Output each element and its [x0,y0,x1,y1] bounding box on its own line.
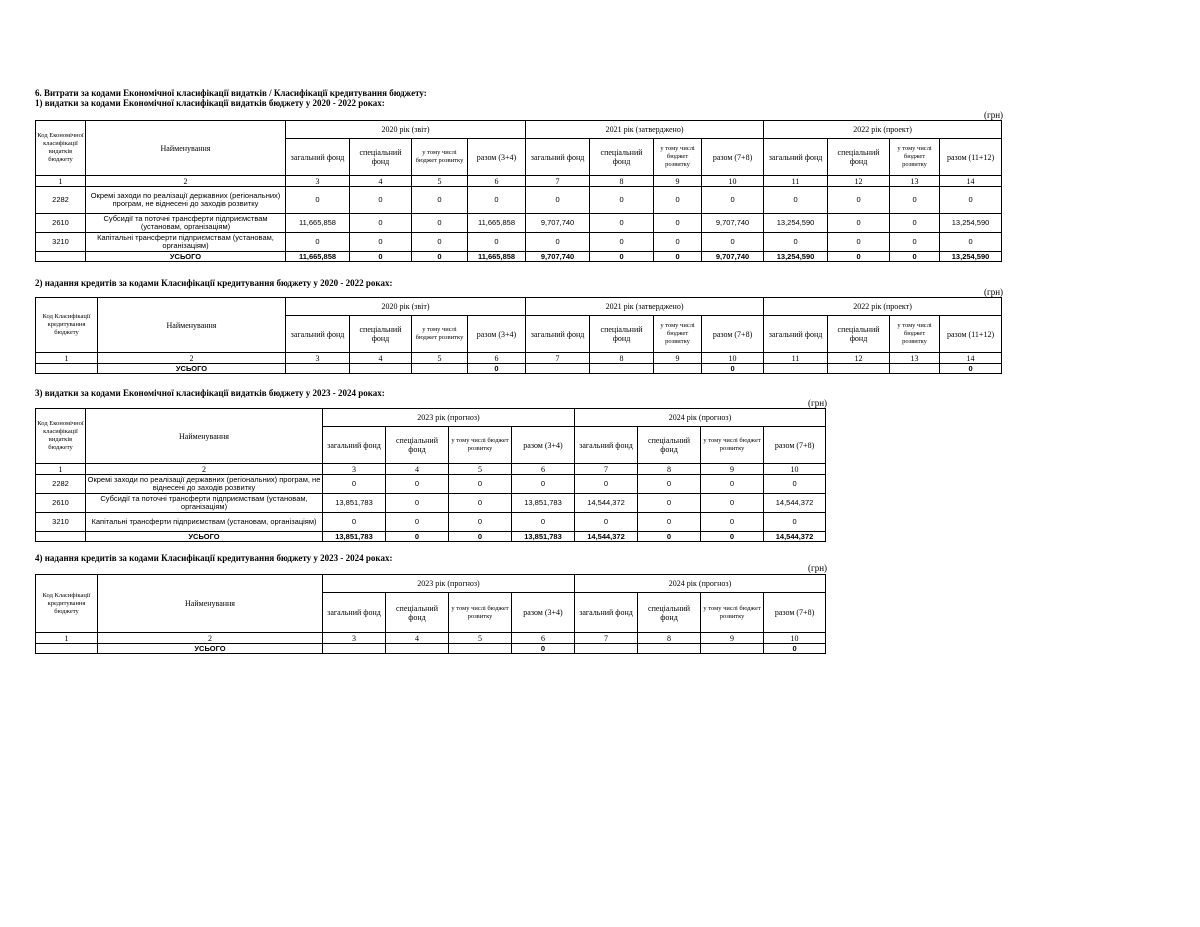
column-number: 13 [890,353,940,364]
subcol-header: у тому числі бюджет розвитку [412,139,468,176]
section-3-title: 3) видатки за кодами Економічної класифікації видатків бюджету у 2023 - 2024 роках: [35,388,385,398]
row-code: 2610 [36,214,86,233]
row-value: 0 [638,513,701,532]
row-value: 0 [412,214,468,233]
total-value: 0 [590,252,654,262]
total-value [638,644,701,654]
row-value: 0 [702,187,764,214]
row-value: 0 [940,233,1002,252]
row-value: 0 [638,494,701,513]
row-value: 0 [350,187,412,214]
column-number: 12 [828,176,890,187]
col-name-header: Найменування [86,409,323,464]
row-value: 0 [890,187,940,214]
total-row [36,364,1002,374]
section-heading: 6. Витрати за кодами Економічної класифікації видатків / Класифікації кредитування бюджету: [35,88,427,98]
column-number: 7 [575,633,638,644]
subcol-header: у тому числі бюджет розвитку [654,139,702,176]
row-value: 0 [468,233,526,252]
row-value: 0 [449,475,512,494]
col-code-header: Код Класифікації кредитування бюджету [36,298,98,353]
col-name-header: Найменування [98,298,286,353]
row-value: 0 [764,187,828,214]
column-number: 1 [36,464,86,475]
row-code: 2282 [36,187,86,214]
column-number: 7 [526,353,590,364]
row-value: 0 [575,475,638,494]
total-value: 9,707,740 [526,252,590,262]
total-value: 0 [702,364,764,374]
column-number: 14 [940,176,1002,187]
total-value: 0 [412,252,468,262]
section-2-unit: (грн) [984,287,1004,297]
year-header: 2024 рік (прогноз) [575,409,826,427]
total-label: УСЬОГО [86,252,286,262]
column-number: 5 [412,176,468,187]
row-value: 0 [701,475,764,494]
subcol-header: спеціальний фонд [386,427,449,464]
row-name: Капітальні трансферти підприємствам (установам, організаціям) [86,233,286,252]
column-number-row [36,464,826,475]
subcol-header: разом (3+4) [468,139,526,176]
total-value: 0 [468,364,526,374]
col-code-header: Код Економічної класифікації видатків бюджету [36,121,86,176]
total-value: 0 [701,532,764,542]
row-name: Субсидії та поточні трансферти підприємствам (установам, організаціям) [86,214,286,233]
total-value: 11,665,858 [468,252,526,262]
table-row [36,475,826,494]
subcol-header: у тому числі бюджет розвитку [701,427,764,464]
section-4-unit: (грн) [808,563,828,573]
row-value: 0 [386,475,449,494]
total-value: 0 [940,364,1002,374]
total-value: 0 [828,252,890,262]
row-value: 0 [350,214,412,233]
section-1-title: 1) видатки за кодами Економічної класифікації видатків бюджету у 2020 - 2022 роках: [35,98,385,108]
column-number: 8 [638,633,701,644]
total-value: 0 [386,532,449,542]
section-1-unit: (грн) [984,110,1004,120]
row-value: 0 [890,214,940,233]
year-header: 2020 рік (звіт) [286,298,526,316]
subcol-header: спеціальний фонд [828,139,890,176]
column-number: 9 [654,176,702,187]
column-number: 6 [468,176,526,187]
row-value: 0 [590,187,654,214]
section-2-title: 2) надання кредитів за кодами Класифікації кредитування бюджету у 2020 - 2022 роках: [35,278,393,288]
row-value: 0 [590,214,654,233]
subcol-header: у тому числі бюджет розвитку [449,593,512,633]
column-number: 11 [764,353,828,364]
table-row [36,214,1002,233]
column-number: 1 [36,176,86,187]
subcol-header: у тому числі бюджет розвитку [449,427,512,464]
total-value: 0 [638,532,701,542]
table-expenses-2020-2022 [35,120,1002,262]
subcol-header: загальний фонд [323,593,386,633]
column-number: 5 [449,633,512,644]
col-name-header: Найменування [98,575,323,633]
row-value: 0 [828,214,890,233]
total-value [386,644,449,654]
row-value: 0 [286,187,350,214]
column-number: 14 [940,353,1002,364]
row-name: Окремі заходи по реалізації державних (регіональних) програм, не віднесені до заходів розвитку [86,475,323,494]
row-value: 0 [449,513,512,532]
subcol-header: спеціальний фонд [638,427,701,464]
column-number: 9 [654,353,702,364]
subcol-header: спеціальний фонд [590,316,654,353]
total-value [828,364,890,374]
row-value: 13,254,590 [764,214,828,233]
col-name-header: Найменування [86,121,286,176]
column-number: 1 [36,633,98,644]
table-credits-2023-2024 [35,574,826,654]
column-number: 4 [350,353,412,364]
row-value: 0 [702,233,764,252]
row-value: 0 [449,494,512,513]
subcol-header: спеціальний фонд [350,316,412,353]
subcol-header: у тому числі бюджет розвитку [412,316,468,353]
total-row [36,252,1002,262]
year-header: 2022 рік (проект) [764,121,1002,139]
row-value: 0 [654,187,702,214]
subcol-header: спеціальний фонд [350,139,412,176]
row-value: 0 [526,187,590,214]
table-row [36,233,1002,252]
column-number: 3 [323,464,386,475]
column-number: 2 [86,464,323,475]
column-number: 13 [890,176,940,187]
column-number: 12 [828,353,890,364]
year-header: 2024 рік (прогноз) [575,575,826,593]
column-number: 8 [590,353,654,364]
column-number: 3 [286,353,350,364]
column-number: 8 [590,176,654,187]
row-value: 14,544,372 [764,494,826,513]
column-number: 4 [386,464,449,475]
row-value: 0 [701,494,764,513]
year-header: 2023 рік (прогноз) [323,575,575,593]
row-value: 9,707,740 [526,214,590,233]
column-number: 5 [449,464,512,475]
section-3-unit: (грн) [808,398,828,408]
total-value [323,644,386,654]
row-code: 3210 [36,233,86,252]
year-header: 2023 рік (прогноз) [323,409,575,427]
subcol-header: спеціальний фонд [386,593,449,633]
column-number: 2 [98,633,323,644]
subcol-header: разом (7+8) [702,139,764,176]
row-value: 13,851,783 [512,494,575,513]
total-value: 0 [654,252,702,262]
total-value [449,644,512,654]
row-value: 0 [638,475,701,494]
row-value: 14,544,372 [575,494,638,513]
row-value: 0 [828,187,890,214]
subcol-header: спеціальний фонд [828,316,890,353]
row-value: 0 [575,513,638,532]
row-value: 11,665,858 [468,214,526,233]
column-number: 3 [323,633,386,644]
total-value [575,644,638,654]
total-row [36,644,826,654]
subcol-header: загальний фонд [526,139,590,176]
section-4-title: 4) надання кредитів за кодами Класифікації кредитування бюджету у 2023 - 2024 роках: [35,553,393,563]
subcol-header: спеціальний фонд [590,139,654,176]
total-value [701,644,764,654]
row-value: 13,851,783 [323,494,386,513]
total-value [350,364,412,374]
column-number: 7 [526,176,590,187]
table-row [36,187,1002,214]
year-header: 2022 рік (проект) [764,298,1002,316]
subcol-header: разом (7+8) [702,316,764,353]
row-value: 0 [764,475,826,494]
column-number: 10 [764,464,826,475]
total-value [286,364,350,374]
column-number: 7 [575,464,638,475]
subcol-header: разом (7+8) [764,593,826,633]
table-expenses-2023-2024 [35,408,826,542]
column-number: 10 [764,633,826,644]
column-number: 5 [412,353,468,364]
column-number: 6 [512,464,575,475]
subcol-header: разом (11+12) [940,139,1002,176]
total-value [590,364,654,374]
row-value: 0 [350,233,412,252]
row-value: 0 [512,475,575,494]
subcol-header: разом (3+4) [468,316,526,353]
subcol-header: загальний фонд [526,316,590,353]
column-number: 1 [36,353,98,364]
total-value [526,364,590,374]
row-value: 0 [828,233,890,252]
row-name: Субсидії та поточні трансферти підприємствам (установам, організаціям) [86,494,323,513]
total-value: 0 [449,532,512,542]
total-value: 0 [890,252,940,262]
column-number: 8 [638,464,701,475]
column-number: 6 [468,353,526,364]
subcol-header: у тому числі бюджет розвитку [701,593,764,633]
row-value: 0 [654,233,702,252]
subcol-header: загальний фонд [286,316,350,353]
total-row [36,532,826,542]
row-value: 0 [764,513,826,532]
subcol-header: у тому числі бюджет розвитку [890,139,940,176]
subcol-header: загальний фонд [764,139,828,176]
row-name: Капітальні трансферти підприємствам (установам, організаціям) [86,513,323,532]
row-code: 2610 [36,494,86,513]
column-number: 4 [386,633,449,644]
subcol-header: загальний фонд [575,427,638,464]
column-number: 4 [350,176,412,187]
year-header: 2021 рік (затверджено) [526,121,764,139]
table-row [36,494,826,513]
total-value: 13,254,590 [764,252,828,262]
subcol-header: загальний фонд [764,316,828,353]
total-value: 0 [764,644,826,654]
column-number: 2 [98,353,286,364]
total-value [412,364,468,374]
row-value: 0 [512,513,575,532]
total-value: 9,707,740 [702,252,764,262]
row-value: 0 [323,513,386,532]
column-number-row [36,633,826,644]
column-number: 9 [701,633,764,644]
row-value: 0 [412,187,468,214]
row-name: Окремі заходи по реалізації державних (регіональних) програм, не віднесені до заходів розвитку [86,187,286,214]
row-value: 9,707,740 [702,214,764,233]
subcol-header: разом (11+12) [940,316,1002,353]
subcol-header: спеціальний фонд [638,593,701,633]
total-value [764,364,828,374]
subcol-header: разом (3+4) [512,427,575,464]
col-code-header: Код Економічної класифікації видатків бюджету [36,409,86,464]
column-number: 11 [764,176,828,187]
total-value: 0 [512,644,575,654]
column-number: 2 [86,176,286,187]
column-number-row [36,353,1002,364]
year-header: 2020 рік (звіт) [286,121,526,139]
subcol-header: у тому числі бюджет розвитку [890,316,940,353]
total-value: 14,544,372 [764,532,826,542]
total-value: 13,851,783 [323,532,386,542]
row-value: 0 [286,233,350,252]
total-value [654,364,702,374]
column-number: 3 [286,176,350,187]
row-value: 0 [386,513,449,532]
column-number: 10 [702,176,764,187]
row-value: 0 [940,187,1002,214]
subcol-header: загальний фонд [575,593,638,633]
subcol-header: разом (7+8) [764,427,826,464]
subcol-header: загальний фонд [323,427,386,464]
total-value [890,364,940,374]
total-value: 11,665,858 [286,252,350,262]
row-value: 0 [412,233,468,252]
row-value: 0 [386,494,449,513]
row-value: 0 [526,233,590,252]
column-number: 6 [512,633,575,644]
row-code: 3210 [36,513,86,532]
table-credits-2020-2022 [35,297,1002,374]
year-header: 2021 рік (затверджено) [526,298,764,316]
subcol-header: у тому числі бюджет розвитку [654,316,702,353]
row-value: 0 [590,233,654,252]
column-number: 10 [702,353,764,364]
column-number-row [36,176,1002,187]
row-value: 0 [654,214,702,233]
col-code-header: Код Класифікації кредитування бюджету [36,575,98,633]
column-number: 9 [701,464,764,475]
total-value: 13,254,590 [940,252,1002,262]
subcol-header: разом (3+4) [512,593,575,633]
row-value: 13,254,590 [940,214,1002,233]
row-value: 0 [323,475,386,494]
row-value: 0 [890,233,940,252]
total-label: УСЬОГО [98,364,286,374]
total-value: 0 [350,252,412,262]
total-label: УСЬОГО [98,644,323,654]
total-label: УСЬОГО [86,532,323,542]
row-value: 0 [764,233,828,252]
table-row [36,513,826,532]
row-value: 11,665,858 [286,214,350,233]
row-value: 0 [701,513,764,532]
subcol-header: загальний фонд [286,139,350,176]
row-value: 0 [468,187,526,214]
row-code: 2282 [36,475,86,494]
total-value: 14,544,372 [575,532,638,542]
total-value: 13,851,783 [512,532,575,542]
